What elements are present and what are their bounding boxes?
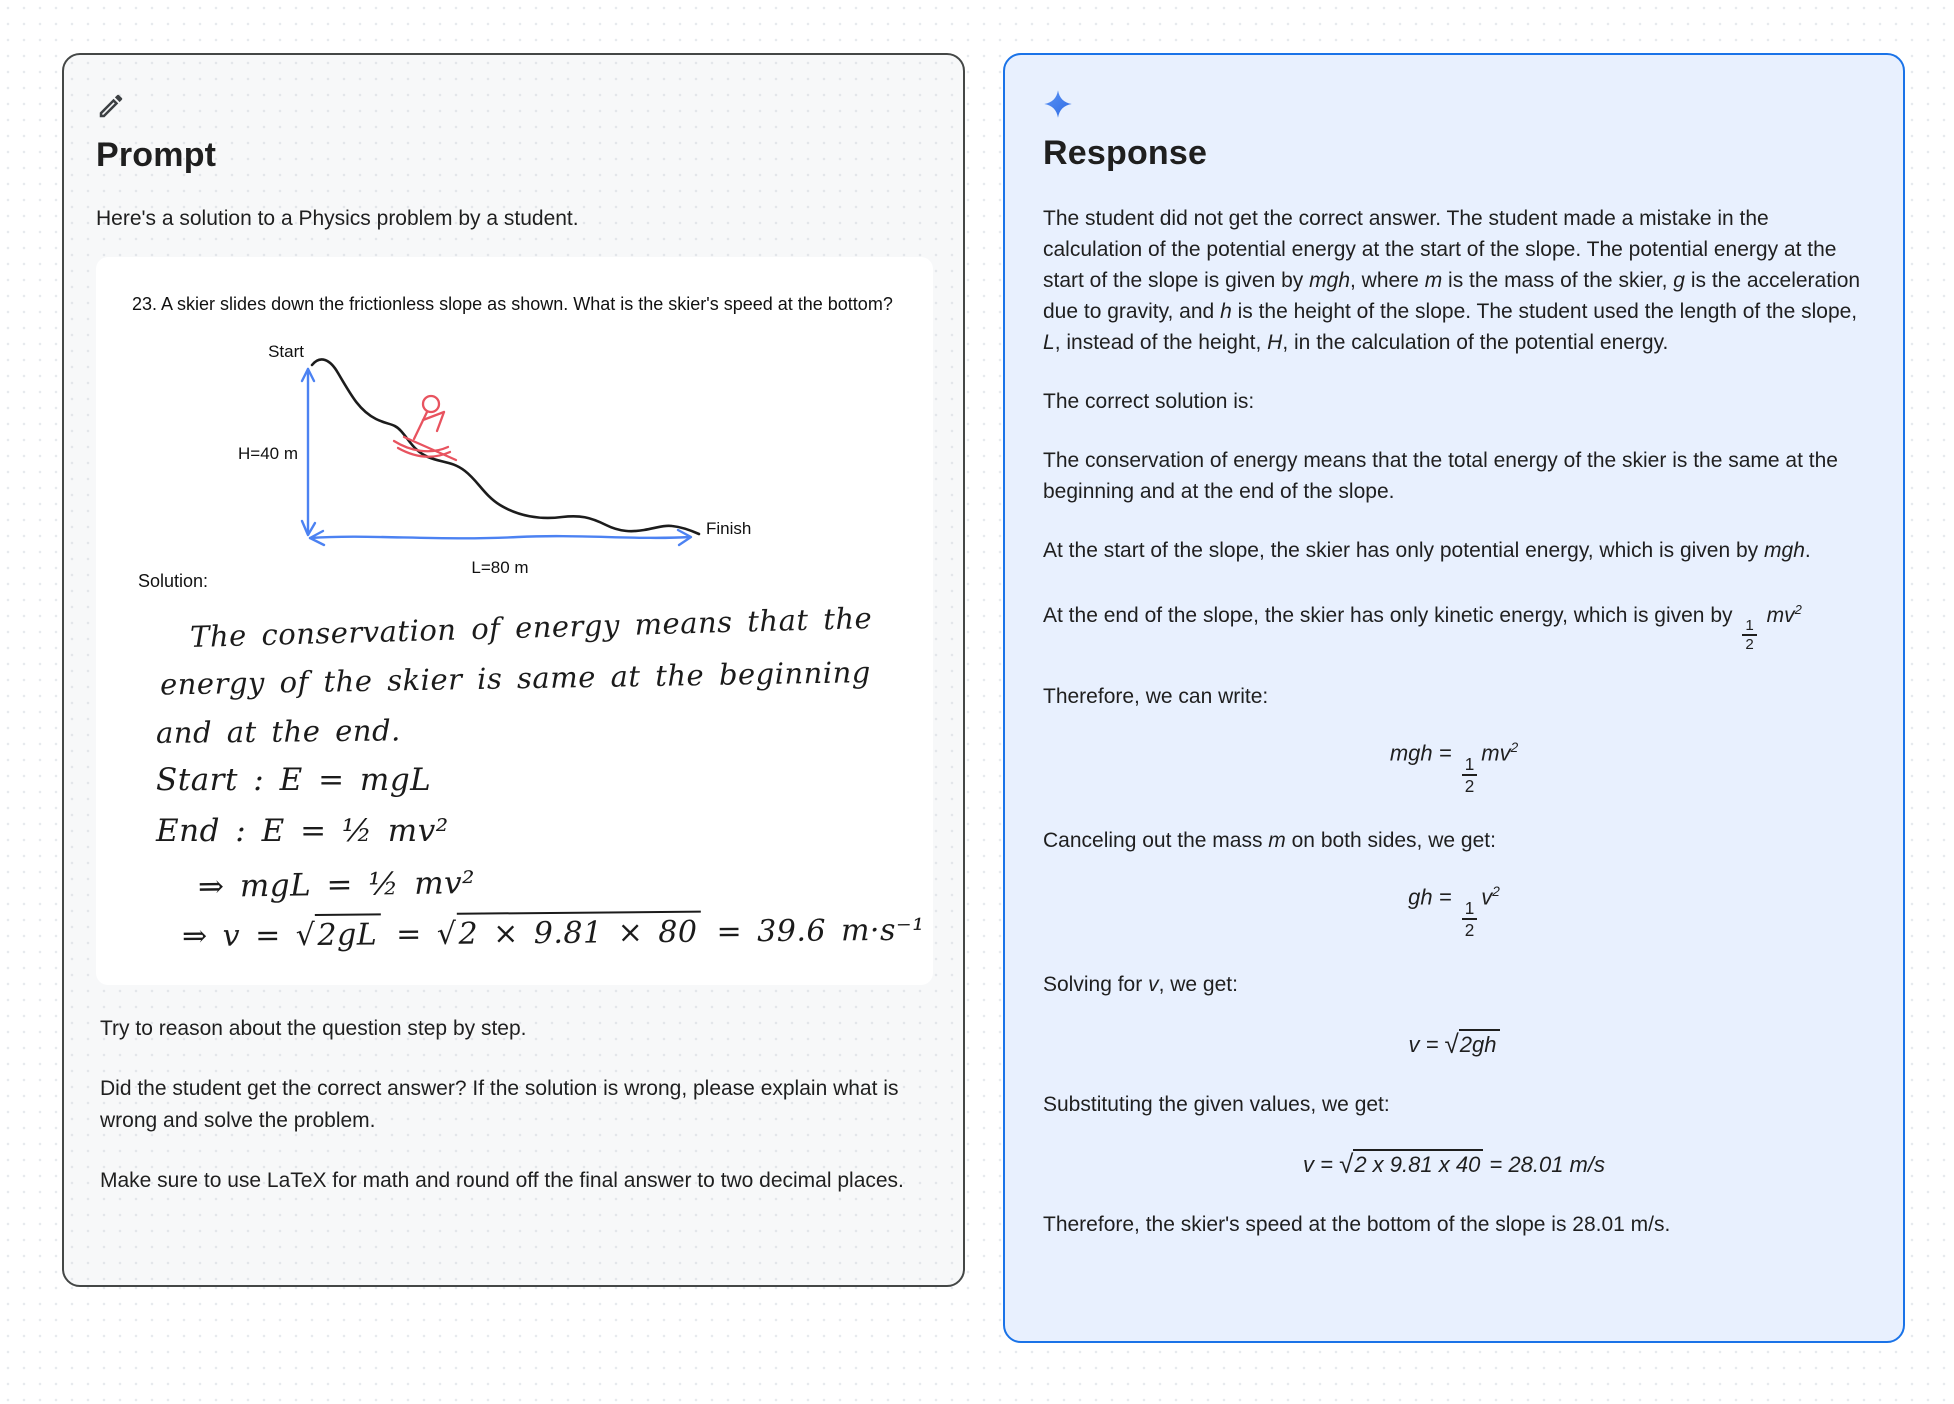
- skier-figure: [394, 396, 456, 460]
- response-paragraph-mistake: The student did not get the correct answer. The student made a mistake in the calculation of the potential energy at the start of the slope. The potential energy at the start of the slope is given by mgh, where m is the mass of the skier, g is the acceleration due to gravity, and h is the height of the slope. The student used the length of the slope, L, instead of the height, H, in the calculation of the potential energy.: [1043, 207, 1861, 354]
- handwriting-line-final: ⇒ v = √2gL = √2 × 9.81 × 80 = 39.6 m·s⁻¹: [182, 905, 907, 962]
- slope-diagram: [218, 327, 778, 587]
- equation-substitution: v = √2 x 9.81 x 40 = 28.01 m/s: [1303, 1148, 1605, 1179]
- response-paragraph-conclusion: Therefore, the skier's speed at the bottom of the slope is 28.01 m/s.: [1043, 1212, 1671, 1236]
- handwriting-line: Start : E = mgL: [156, 762, 432, 798]
- prompt-card: [62, 53, 965, 1287]
- slope-curve: [312, 359, 699, 534]
- equation-v-sqrt: v = √2gh: [1043, 1028, 1865, 1059]
- response-title: Response: [1043, 134, 1208, 172]
- response-paragraph-correct-solution: The correct solution is:: [1043, 390, 1255, 413]
- response-paragraph-cancel-mass: Canceling out the mass m on both sides, we get:: [1043, 829, 1496, 853]
- instruction-correct-answer: Did the student get the correct answer? If the solution is wrong, please explain what is wrong and solve the problem.: [100, 1077, 899, 1132]
- prompt-title: Prompt: [96, 136, 217, 174]
- pencil-icon: [96, 91, 126, 121]
- response-paragraph-conservation: The conservation of energy means that the total energy of the skier is the same at the beginning and at the end of the slope.: [1043, 449, 1838, 503]
- equation-energy-balance: mgh = $\frac{1}{2}$ $mv^2$: [1389, 740, 1519, 797]
- problem-attachment: [96, 257, 933, 985]
- handwriting-line: ⇒ mgL = ½ mv²: [197, 865, 476, 905]
- diagram-height-label: H=40 m: [238, 444, 298, 463]
- response-paragraph-solving: Solving for v, we get:: [1043, 972, 1238, 996]
- dimension-lines: [302, 369, 691, 545]
- response-paragraph-kinetic: At the end of the slope, the skier has only kinetic energy, which is given by $\frac{1}{2}$ $mv^2$: [1043, 602, 1802, 654]
- diagram-start-label: Start: [268, 342, 304, 361]
- instruction-step-by-step: Try to reason about the question step by step.: [100, 1017, 527, 1040]
- instruction-latex: Make sure to use LaTeX for math and round off the final answer to two decimal places.: [100, 1169, 904, 1192]
- response-paragraph-potential: At the start of the slope, the skier has only potential energy, which is given by mgh.: [1043, 539, 1811, 562]
- prompt-intro: Here's a solution to a Physics problem by a student.: [96, 207, 579, 230]
- response-card: [1003, 53, 1905, 1343]
- response-paragraph-substituting: Substituting the given values, we get:: [1043, 1092, 1390, 1116]
- problem-question: 23. A skier slides down the frictionless slope as shown. What is the skier's speed at the bottom?: [132, 294, 893, 314]
- handwritten-solution: [155, 600, 925, 959]
- handwriting-line: The conservation of energy means that the: [189, 600, 873, 655]
- handwriting-line: energy of the skier is same at the beginning: [159, 655, 872, 702]
- solution-label: Solution:: [138, 571, 209, 591]
- sparkle-icon: [1043, 89, 1073, 119]
- equation-gh: gh = $\frac{1}{2}$ $v^2$: [1408, 884, 1500, 940]
- diagram-finish-label: Finish: [706, 519, 752, 538]
- response-paragraph-therefore: Therefore, we can write:: [1043, 685, 1269, 709]
- handwriting-line: End : E = ½ mv²: [156, 813, 449, 849]
- diagram-length-label: L=80 m: [471, 558, 529, 577]
- handwriting-line: and at the end.: [155, 713, 401, 750]
